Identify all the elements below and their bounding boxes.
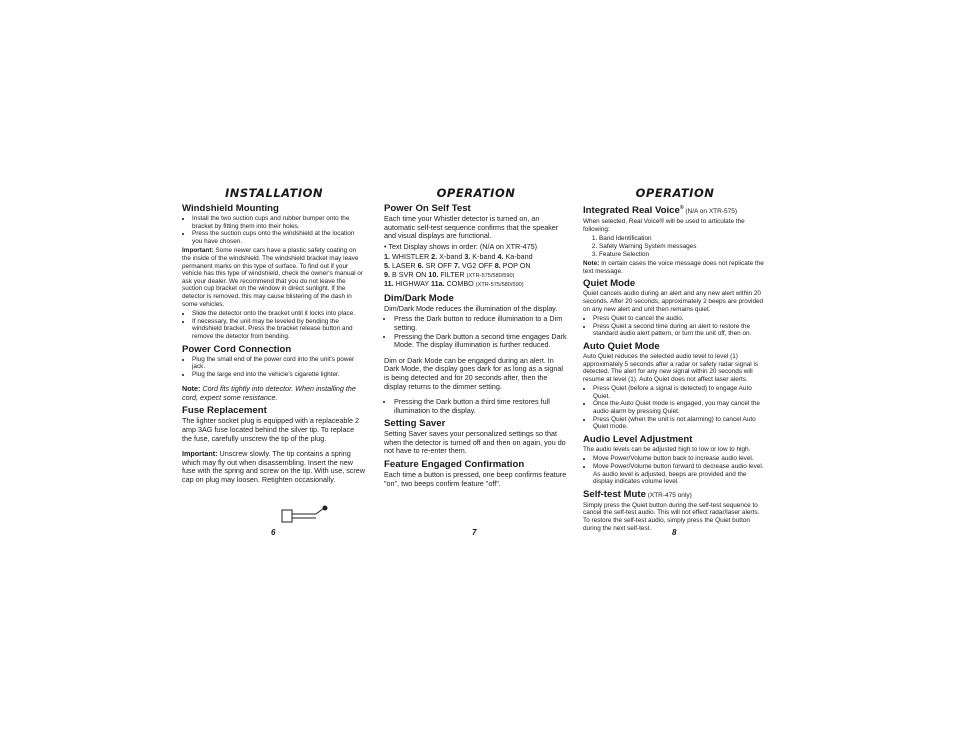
note-label: Note: <box>182 384 201 394</box>
voice-heading-text: Integrated Real Voice <box>583 205 680 217</box>
note-text: Cord fits tightly into detector. When installing the cord, expect some resistance. <box>182 384 356 402</box>
list-item: • Move Power/Volume button forward to decrease audio level. As audio level is adjusted, beeps are provided and the display indicates volume level. <box>593 463 767 486</box>
dim-text-2: Dim or Dark Mode can be engaged during an alert. In Dark Mode, the display goes dark for as long as a signal is being detected and for 20 seconds after, then the display returns to the dimmer setting. <box>384 355 563 391</box>
seq-text: WHISTLER <box>390 252 432 262</box>
important-text: Some newer cars have a plastic safety coating on the inside of the windshield. The windshield bracket may leave permanent marks on this type of surface. To find out if your vehicle has this type of windshield, check the owner's manual or ask your dealer. We recommend that you do not leave the suction cup bracket on the window in direct sunlight. If the detector is removed, this may cause blistering of the dash in some vehicles. <box>182 247 363 308</box>
mute-heading <box>583 489 767 501</box>
voice-items <box>589 235 767 258</box>
seq-number: 9. <box>384 269 390 279</box>
audio-heading: Audio Level Adjustment <box>583 433 693 445</box>
important-label: Important: <box>182 247 214 255</box>
list-item: • Plug the large end into the vehicle's cigarette lighter. <box>192 371 366 379</box>
seq-number: 8. <box>494 260 501 270</box>
list-item: • If necessary, the unit may be leveled by bending the windshield bracket. Press the bracket release button and remove the detector from bending. <box>192 318 366 341</box>
fuse-plug-illustration <box>280 504 330 526</box>
windshield-bullets <box>182 215 366 245</box>
list-item: • Press Quiet a second time during an alert to restore the standard audio alert pattern, or turn the unit off, then on. <box>593 323 767 338</box>
list-item: • Press Quiet to cancel the audio. <box>593 315 767 323</box>
list-item: 1. Band Identification <box>599 235 767 243</box>
page-number-6: 6 <box>271 528 276 537</box>
audio-text: The audio levels can be adjusted high to low or low to high. <box>583 445 751 453</box>
note-text: In certain cases the voice message does not replicate the text message. <box>583 260 764 275</box>
windshield-heading: Windshield Mounting <box>182 203 279 214</box>
seq-number: 10. <box>428 269 439 279</box>
important-label: Important: <box>182 449 218 459</box>
voice-text: When selected, Real Voice® will be used to articulate the following: <box>583 218 745 233</box>
page-number-7: 7 <box>472 528 477 537</box>
self-test-sequence <box>384 253 568 289</box>
list-item: • Slide the detector onto the bracket until it locks into place. <box>192 310 366 318</box>
seq-model-note: (XTR-575/580/590) <box>475 282 524 289</box>
auto-quiet-heading: Auto Quiet Mode <box>583 340 660 352</box>
confirm-text: Each time a button is pressed, one beep confirms feature "on", two beeps confirm feature "off". <box>384 470 567 488</box>
self-test-text: Each time your Whistler detector is turned on, an automatic self-test sequence confirms that the speaker and visual displays are functional. <box>384 214 559 241</box>
installation-title: INSTALLATION <box>224 186 324 200</box>
seq-text: K-band <box>470 252 498 262</box>
seq-text: HIGHWAY <box>393 279 432 289</box>
voice-heading-note: (N/A on XTR-575) <box>683 208 738 216</box>
list-item: • Press Quiet (when the unit is not alarming) to cancel Auto Quiet mode. <box>593 416 767 431</box>
quiet-heading: Quiet Mode <box>583 278 636 290</box>
list-item: • Plug the small end of the power cord into the unit's power jack. <box>192 356 366 371</box>
dim-bullets-2 <box>384 398 568 415</box>
seq-text: Ka-band <box>503 252 533 262</box>
seq-number: 4. <box>497 252 504 262</box>
fuse-heading: Fuse Replacement <box>182 405 267 417</box>
operation-title: OPERATION <box>635 186 715 200</box>
list-item: • Pressing the Dark button a second time engages Dark Mode. The display illumination is further reduced. <box>394 333 568 350</box>
confirm-heading: Feature Engaged Confirmation <box>384 459 525 471</box>
operation-title: OPERATION <box>436 186 516 200</box>
seq-number: 3. <box>464 252 471 262</box>
voice-heading <box>583 203 767 217</box>
mute-heading-note: (XTR-475 only) <box>645 491 692 499</box>
page-number-8: 8 <box>672 528 677 537</box>
seq-text: FILTER <box>438 269 467 279</box>
power-cord-bullets <box>182 356 366 379</box>
seq-number: 2. <box>431 252 438 262</box>
seq-number: 5. <box>384 260 390 270</box>
important-text: Unscrew slowly. The tip contains a spring which may fly out when disassembling. Insert the new fuse with the spring and screw on the tip. With use, screw cap on plug may loosen. Retighten occasionally. <box>182 449 365 485</box>
dim-text: Dim/Dark Mode reduces the illumination of the display. <box>384 303 558 313</box>
fuse-text: The lighter socket plug is equipped with a replaceable 2 amp 3AG fuse located behind the silver tip. To replace the fuse, carefully unscrew the tip of the plug. <box>182 416 360 443</box>
voice-note <box>583 260 767 275</box>
page-6-column <box>182 186 366 487</box>
auto-quiet-bullets <box>583 385 767 431</box>
seq-text: COMBO <box>444 279 476 289</box>
list-item: • Press the suction cups onto the windshield at the location you have chosen. <box>192 230 366 245</box>
page-8-column <box>583 186 767 534</box>
seq-text: X-band <box>437 252 465 262</box>
list-item: 2. Safety Warning System messages <box>599 243 767 251</box>
mute-heading-text: Self-test Mute <box>583 488 646 500</box>
auto-quiet-text: Auto Quiet reduces the selected audio level to level (1) approximately 5 seconds after a radar or safety radar signal is detected. The alert for any new signal within 20 seconds will resume at level (1). Auto Quiet does not affect laser alerts. <box>583 352 759 383</box>
dim-bullets <box>384 315 568 349</box>
quiet-bullets <box>583 315 767 338</box>
quiet-text: Quiet cancels audio during an alert and any new alert within 20 seconds. After 20 seconds, approximately 2 beeps are provided on any new alert and unit then remains quiet. <box>583 290 764 313</box>
seq-number: 6. <box>417 260 424 270</box>
power-cord-note <box>182 385 366 402</box>
saver-text: Setting Saver saves your personalized settings so that when the detector is turned off and then on again, you do not have to re-enter them. <box>384 429 566 456</box>
fuse-important <box>182 450 366 484</box>
list-item: • Install the two suction cups and rubber bumper onto the bracket by fitting them into their holes. <box>192 215 366 230</box>
mute-text: Simply press the Quiet button during the self-test sequence to cancel the self-test audio. This will not effect radar/laser alerts. To restore the self-test audio, simply press the Quiet button during the next self-test. <box>583 501 760 532</box>
seq-text: SR OFF <box>423 260 454 270</box>
windshield-important <box>182 247 366 308</box>
list-item: • Once the Auto Quiet mode is engaged, you may cancel the audio alarm by pressing Quiet. <box>593 400 767 415</box>
seq-text: POP ON <box>500 260 531 270</box>
seq-number: 11a. <box>431 279 445 289</box>
page-7-column <box>384 186 568 490</box>
windshield-bullets-2 <box>182 310 366 340</box>
list-item: 3. Feature Selection <box>599 251 767 259</box>
registered-mark: ® <box>679 205 684 211</box>
dim-heading: Dim/Dark Mode <box>384 292 454 304</box>
seq-text: B SVR ON <box>390 269 429 279</box>
display-line: • Text Display shows in order: (N/A on XTR-475) <box>384 241 537 251</box>
saver-heading: Setting Saver <box>384 418 446 430</box>
seq-model-note: (XTR-575/580/590) <box>466 272 515 279</box>
list-item: • Pressing the Dark button a third time restores full illumination to the display. <box>394 398 568 415</box>
list-item: • Press Quiet (before a signal is detected) to engage Auto Quiet. <box>593 385 767 400</box>
self-test-heading: Power On Self Test <box>384 203 471 214</box>
seq-number: 1. <box>384 252 390 262</box>
seq-text: VG2 OFF <box>459 260 495 270</box>
list-item: • Press the Dark button to reduce illumination to a Dim setting. <box>394 315 568 332</box>
power-cord-heading: Power Cord Connection <box>182 343 292 355</box>
audio-bullets <box>583 455 767 485</box>
seq-number: 11. <box>384 279 394 289</box>
note-label: Note: <box>583 260 600 268</box>
seq-text: LASER <box>390 260 418 270</box>
seq-number: 7. <box>453 260 460 270</box>
list-item: • Move Power/Volume button back to increase audio level. <box>593 455 767 463</box>
